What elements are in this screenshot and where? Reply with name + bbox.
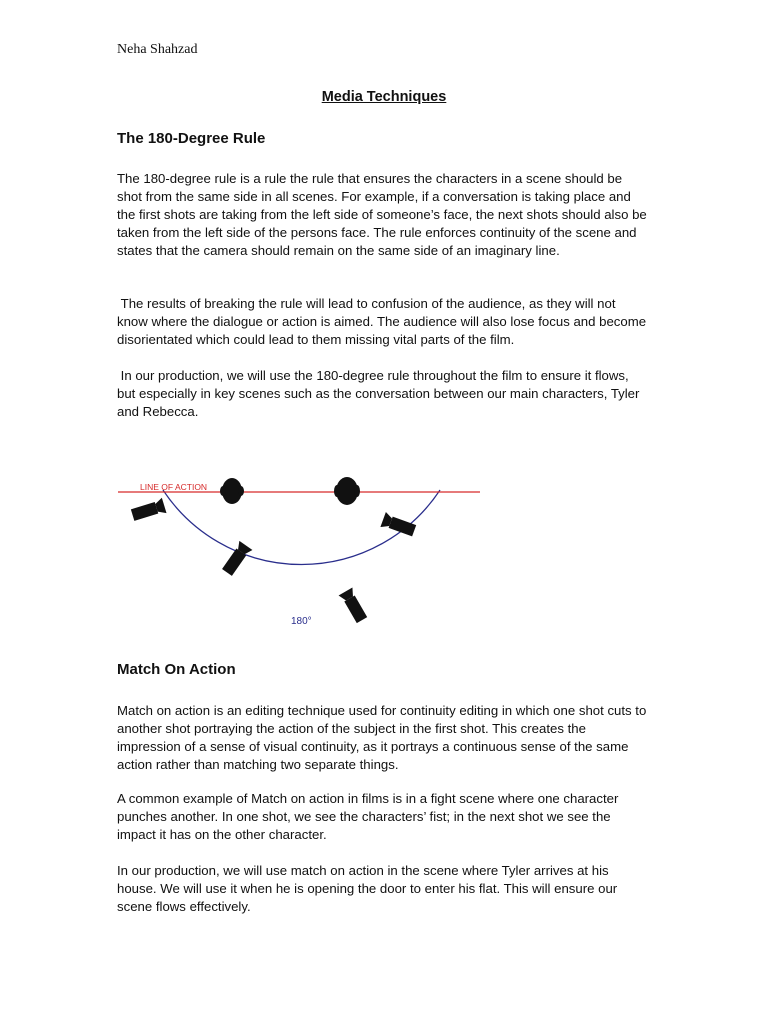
- 180-degree-rule-diagram: [110, 455, 490, 645]
- camera-icon-1: [130, 498, 166, 523]
- section-heading-180-rule: The 180-Degree Rule: [117, 130, 266, 147]
- paragraph-match-example: A common example of Match on action in films is in a fight scene where one character punches another. In one shot, we see the characters’ fist; in the next shot we see the impact it has on the other character.: [117, 791, 619, 842]
- line-of-action-label: LINE OF ACTION: [140, 482, 208, 492]
- paragraph-180-production: In our production, we will use the 180-degree rule throughout the film to ensure it flows, but especially in key scenes such as the conversation between our main characters, Tyler and Rebecca.: [117, 368, 644, 419]
- arc-degree-label: 180°: [291, 616, 312, 627]
- paragraph-180-consequences: The results of breaking the rule will lead to confusion of the audience, as they will not know where the dialogue or action is aimed. The audience will also lose focus and become disorientated which could lead to them missing vital parts of the film.: [117, 296, 650, 347]
- section-heading-match-on-action: Match On Action: [117, 661, 236, 678]
- page-title: Media Techniques: [321, 89, 447, 105]
- actor-right-icon: [334, 477, 360, 505]
- paragraph-match-production: In our production, we will use match on action in the scene where Tyler arrives at his house. We will use it when he is opening the door to enter his flat. This will ensure our scene flows effectively.: [117, 863, 618, 914]
- camera-icon-4: [339, 588, 369, 625]
- actor-left-icon: [220, 478, 244, 504]
- paragraph-match-definition: Match on action is an editing technique used for continuity editing in which one shot cuts to another shot portraying the action of the subject in the first shot. This creates the impression of a sense of visual continuity, as it portrays a continuous sense of the same action rather than matching two separate things.: [117, 703, 647, 772]
- author-name: Neha Shahzad: [117, 42, 198, 57]
- camera-icon-3: [380, 512, 416, 538]
- paragraph-180-definition: The 180-degree rule is a rule the rule that ensures the characters in a scene should be shot from the same side in all scenes. For example, if a conversation is taking place and the first shots are taking from the left side of someone’s face, the next shots should also be taken from the left side of the persons face. The rule enforces continuity of the scene and states that the camera should remain on the same side of an imaginary line.: [117, 171, 647, 258]
